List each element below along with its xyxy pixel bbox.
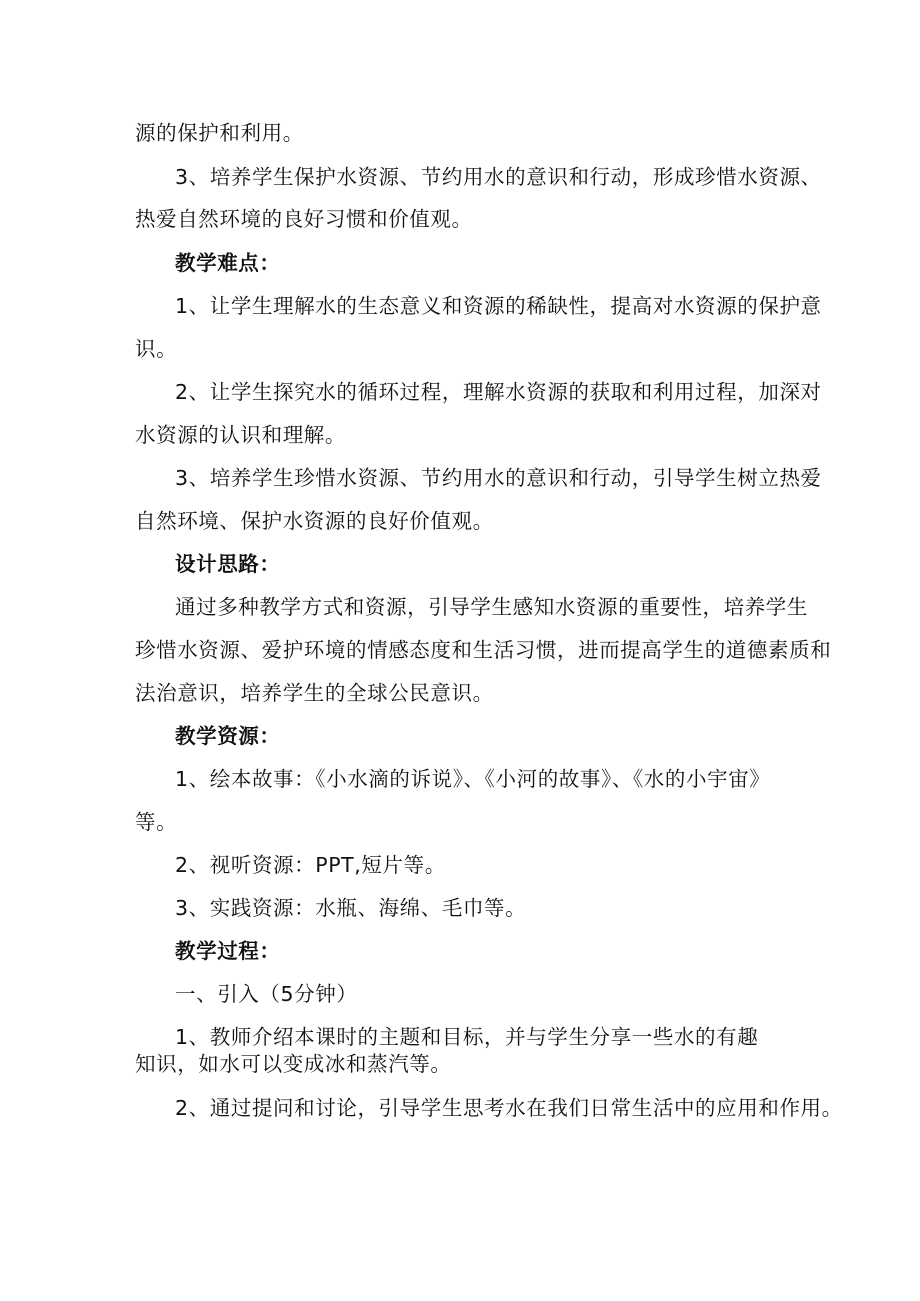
paragraph-line: 法治意识，培养学生的全球公民意识。 <box>135 681 494 705</box>
paragraph-line: 3、培养学生珍惜水资源、节约用水的意识和行动，引导学生树立热爱 <box>175 466 822 490</box>
paragraph-line: 自然环境、保护水资源的良好价值观。 <box>135 509 494 533</box>
paragraph-line: 2、通过提问和讨论，引导学生思考水在我们日常生活中的应用和作用。 <box>175 1096 843 1120</box>
paragraph-line: 3、实践资源：水瓶、海绵、毛巾等。 <box>175 896 527 920</box>
section-heading-process: 教学过程： <box>175 939 281 963</box>
paragraph-line: 等。 <box>135 810 178 834</box>
paragraph-line: 2、视听资源：PPT,短片等。 <box>175 853 446 877</box>
paragraph-line: 源的保护和利用。 <box>135 121 304 145</box>
paragraph-line: 一、引入（5分钟） <box>175 982 358 1006</box>
section-heading-resources: 教学资源： <box>175 724 281 748</box>
paragraph-line: 3、培养学生保护水资源、节约用水的意识和行动，形成珍惜水资源、 <box>175 165 822 189</box>
section-heading-difficulty: 教学难点： <box>175 251 281 275</box>
paragraph-line: 2、让学生探究水的循环过程，理解水资源的获取和利用过程，加深对 <box>175 380 822 404</box>
paragraph-line: 珍惜水资源、爱护环境的情感态度和生活习惯，进而提高学生的道德素质和 <box>135 638 832 662</box>
paragraph-line: 热爱自然环境的良好习惯和价值观。 <box>135 207 473 231</box>
section-heading-design: 设计思路： <box>175 552 281 576</box>
paragraph-line: 通过多种教学方式和资源，引导学生感知水资源的重要性，培养学生 <box>175 595 808 619</box>
paragraph-line: 水资源的认识和理解。 <box>135 423 346 447</box>
paragraph-line: 1、教师介绍本课时的主题和目标，并与学生分享一些水的有趣 <box>175 1025 759 1049</box>
paragraph-line: 识。 <box>135 337 178 361</box>
paragraph-line: 知识，如水可以变成冰和蒸汽等。 <box>135 1052 452 1076</box>
paragraph-line: 1、让学生理解水的生态意义和资源的稀缺性，提高对水资源的保护意 <box>175 294 822 318</box>
paragraph-line: 1、绘本故事：《小水滴的诉说》、《小河的故事》、《水的小宇宙》 <box>175 767 771 791</box>
